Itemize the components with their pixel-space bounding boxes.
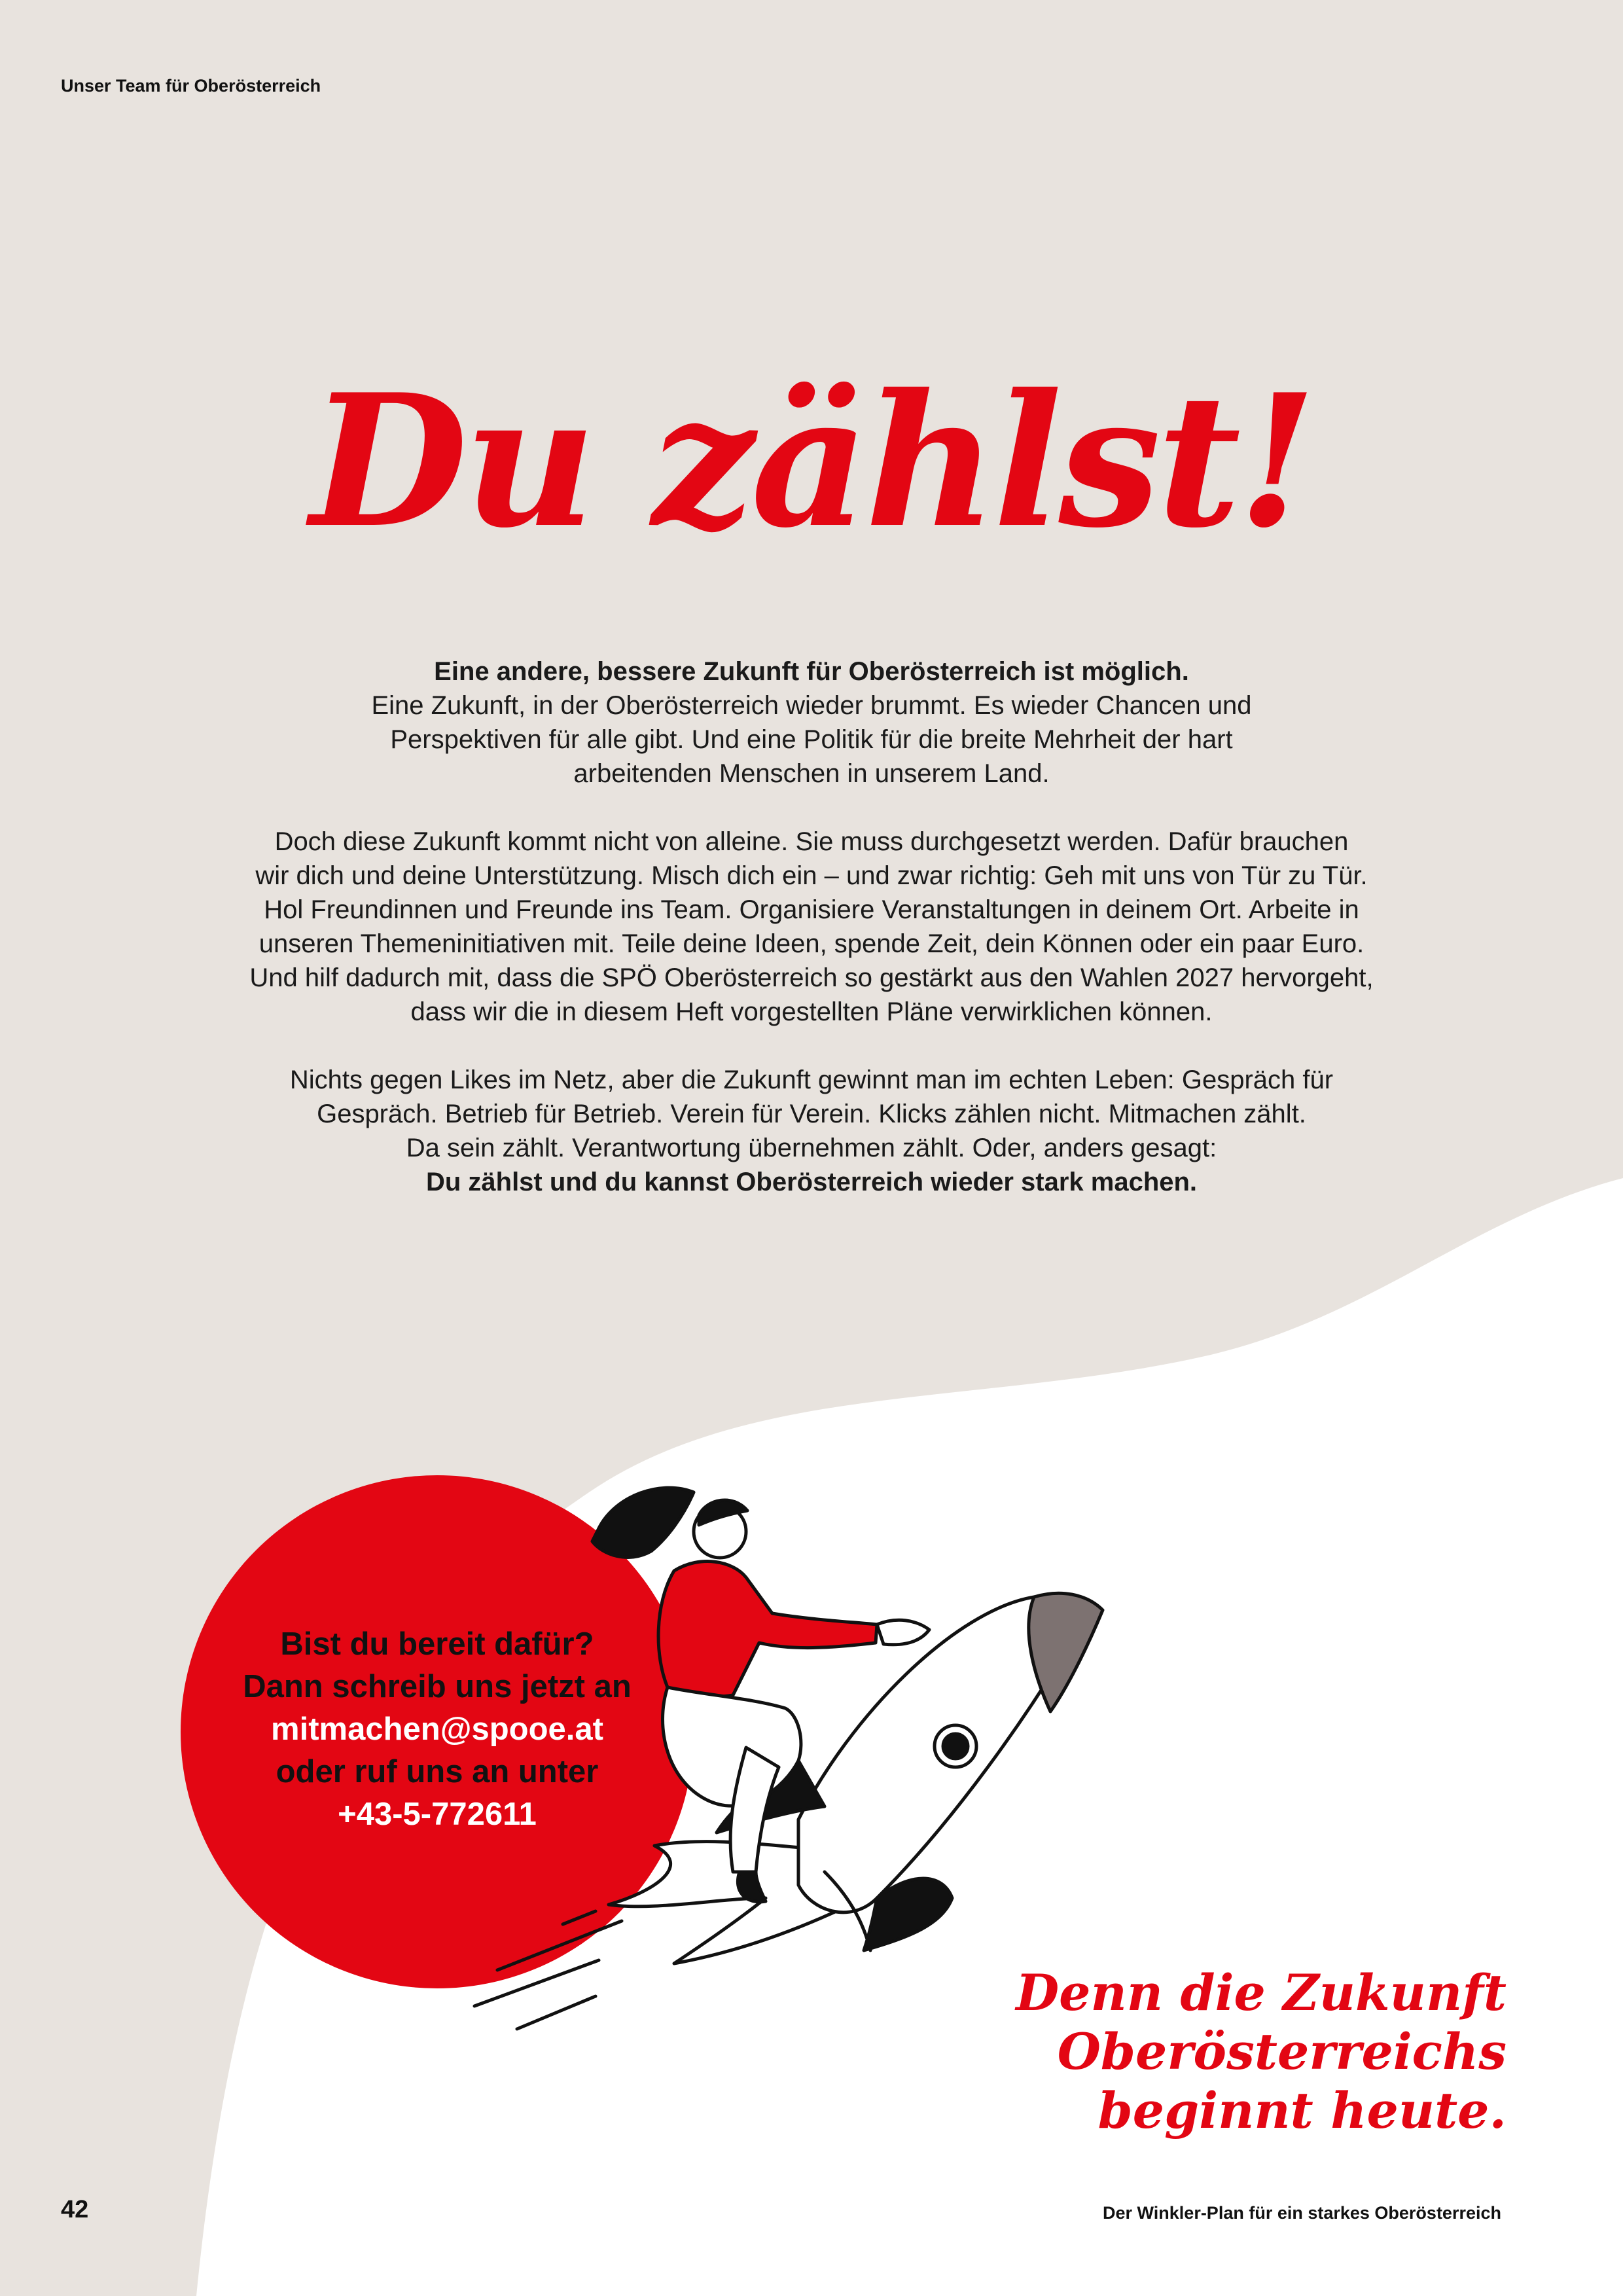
paragraph-3-bold: Du zählst und du kannst Oberösterreich wieder stark machen. [425,1168,1198,1196]
headline: Du zählst! [310,354,1313,568]
paragraph-2-line: dass wir die in diesem Heft vorgestellten Pläne verwirklichen können. [410,997,1213,1026]
paragraph-1 [157,655,1466,791]
page-number: 42 [61,2196,89,2223]
paragraph-1-lead: Eine andere, bessere Zukunft für Oberösterreich ist möglich. [434,657,1189,686]
paragraph-1-line: arbeitenden Menschen in unserem Land. [573,759,1050,788]
cta-call-line: oder ruf uns an unter [276,1754,599,1789]
paragraph-1-line: Eine Zukunft, in der Oberösterreich wieder brummt. Es wieder Chancen und [371,691,1252,720]
closing-line: Oberösterreichs [1057,2022,1507,2081]
paragraph-3 [157,1063,1466,1199]
closing-line: beginnt heute. [1097,2081,1507,2140]
cta-email-link[interactable]: mitmachen@spooe.at [271,1712,603,1747]
paragraph-3-line: Da sein zählt. Verantwortung übernehmen zählt. Oder, anders gesagt: [406,1134,1217,1162]
paragraph-2 [157,825,1466,1029]
paragraph-2-line: unseren Themeninitiativen mit. Teile deine Ideen, spende Zeit, dein Können oder ein paar Euro. [259,929,1364,958]
body-text [157,655,1466,1233]
section-label: Unser Team für Oberösterreich [61,76,321,96]
paragraph-2-line: Und hilf dadurch mit, dass die SPÖ Oberösterreich so gestärkt aus den Wahlen 2027 hervorgeht, [249,963,1374,992]
paragraph-1-line: Perspektiven für alle gibt. Und eine Politik für die breite Mehrheit der hart [390,725,1233,754]
speed-lines-icon [474,1911,622,2029]
paragraph-3-line: Nichts gegen Likes im Netz, aber die Zukunft gewinnt man im echten Leben: Gespräch für [289,1066,1334,1094]
paragraph-2-line: wir dich und deine Unterstützung. Misch dich ein – und zwar richtig: Geh mit uns von Tür zu Tür. [255,861,1368,890]
footer-label: Der Winkler-Plan für ein starkes Oberösterreich [1103,2203,1501,2223]
closing-line: Denn die Zukunft [1016,1964,1507,2022]
cta-question: Bist du bereit dafür? [280,1626,594,1662]
paragraph-2-line: Doch diese Zukunft kommt nicht von alleine. Sie muss durchgesetzt werden. Dafür brauchen [274,827,1349,856]
cta-write-line: Dann schreib uns jetzt an [243,1669,632,1704]
woman-riding-rocket-illustration [458,1479,1322,2042]
cta-phone-link[interactable]: +43-5-772611 [338,1797,537,1832]
paragraph-3-line: Gespräch. Betrieb für Betrieb. Verein für Verein. Klicks zählen nicht. Mitmachen zählt. [317,1100,1306,1128]
paragraph-2-line: Hol Freundinnen und Freunde ins Team. Organisiere Veranstaltungen in deinem Ort. Arbeite in [264,895,1359,924]
closing-statement [852,1964,1507,2140]
